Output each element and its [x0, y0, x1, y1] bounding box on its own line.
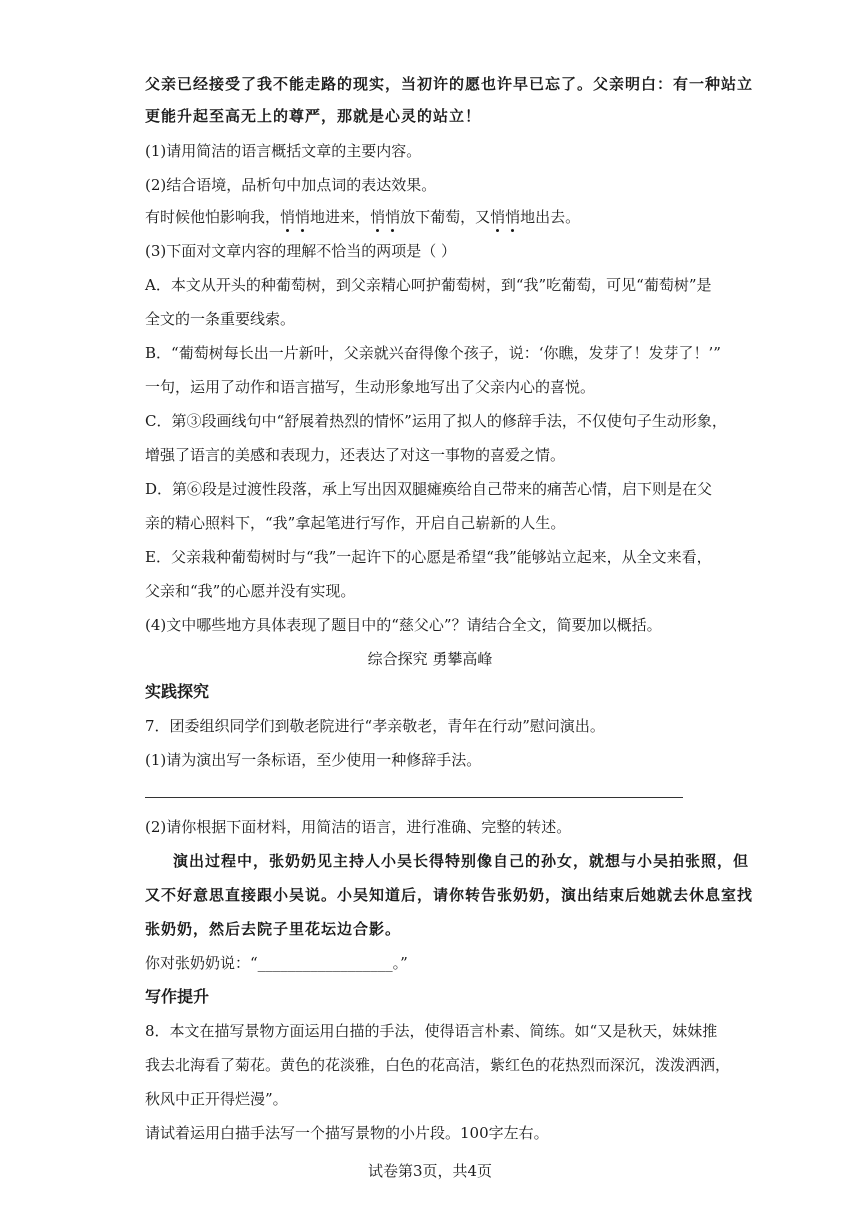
passage-line-1: 父亲已经接受了我不能走路的现实，当初许的愿也许早已忘了。父亲明白：有一种站立	[145, 75, 754, 93]
sentence-part: 地出去。	[520, 208, 581, 226]
option-d-line-1: D．第⑥段是过渡性段落，承上写出因双腿瘫痪给自己带来的痛苦心情，启下则是在父	[145, 480, 713, 498]
option-c-line-2: 增强了语言的美感和表现力，还表达了对这一事物的喜爱之情。	[145, 446, 566, 464]
section-title: 综合探究 勇攀高峰	[367, 650, 493, 668]
question-7-2: (2)请你根据下面材料，用简洁的语言，进行准确、完整的转述。	[145, 818, 572, 836]
dotted-word: 悄	[385, 208, 401, 226]
writing-heading: 写作提升	[145, 987, 210, 1006]
dotted-word: 悄	[295, 208, 311, 226]
option-a-line-1: A．本文从开头的种葡萄树，到父亲精心呵护葡萄树，到“我”吃葡萄，可见“葡萄树”是	[145, 276, 712, 294]
question-7-1: (1)请为演出写一条标语，至少使用一种修辞手法。	[145, 751, 482, 769]
sentence-part: 放下葡萄，又	[400, 208, 491, 226]
sentence-part: 地进来，	[310, 208, 371, 226]
question-8-line-2: 我去北海看了菊花。黄色的花淡雅，白色的花高洁，紫红色的花热烈而深沉，泼泼洒洒，	[145, 1056, 731, 1074]
question-6-2: (2)结合语境，品析句中加点词的表达效果。	[145, 176, 437, 194]
question-6-3: (3)下面对文章内容的理解不恰当的两项是（ ）	[145, 242, 457, 260]
dotted-sentence	[145, 206, 580, 228]
material-line-1: 演出过程中，张奶奶见主持人小吴长得特别像自己的孙女，就想与小吴拍张照，但	[173, 852, 750, 870]
material-line-3: 张奶奶，然后去院子里花坛边合影。	[145, 920, 402, 938]
option-a-line-2: 全文的一条重要线索。	[145, 310, 296, 328]
passage-line-2: 更能升起至高无上的尊严，那就是心灵的站立！	[145, 107, 482, 125]
dotted-word: 悄	[505, 208, 521, 226]
answer-prompt: 你对张奶奶说：“__________________。”	[145, 954, 408, 972]
option-c-line-1: C．第③段画线句中“舒展着热烈的情怀”运用了拟人的修辞手法，不仅使句子生动形象，	[145, 412, 727, 430]
option-d-line-2: 亲的精心照料下，“我”拿起笔进行写作，开启自己崭新的人生。	[145, 514, 566, 532]
question-6-4: (4)文中哪些地方具体表现了题目中的“慈父心”？请结合全文，简要加以概括。	[145, 616, 662, 634]
question-8-line-3: 秋风中正开得烂漫”。	[145, 1090, 288, 1108]
option-e-line-2: 父亲和“我”的心愿并没有实现。	[145, 582, 356, 600]
option-b-line-1: B．“葡萄树每长出一片新叶，父亲就兴奋得像个孩子，说：‘你瞧，发芽了！发芽了！’”	[145, 344, 721, 362]
question-8-line-4: 请试着运用白描手法写一个描写景物的小片段。100字左右。	[145, 1124, 549, 1142]
option-b-line-2: 一句，运用了动作和语言描写，生动形象地写出了父亲内心的喜悦。	[145, 378, 596, 396]
dotted-word: 悄	[370, 208, 386, 226]
dotted-word: 悄	[490, 208, 506, 226]
question-7: 7．团委组织同学们到敬老院进行“孝亲敬老，青年在行动”慰问演出。	[145, 717, 605, 735]
option-e-line-1: E．父亲栽种葡萄树时与“我”一起许下的心愿是希望“我”能够站立起来，从全文来看，	[145, 548, 712, 566]
practice-heading: 实践探究	[145, 682, 210, 701]
material-line-2: 又不好意思直接跟小吴说。小吴知道后，请你转告张奶奶，演出结束后她就去休息室找	[145, 886, 754, 904]
question-8-line-1: 8．本文在描写景物方面运用白描的手法，使得语言朴素、简练。如“又是秋天，妹妹推	[145, 1022, 718, 1040]
dotted-word: 悄	[280, 208, 296, 226]
question-6-1: (1)请用简洁的语言概括文章的主要内容。	[145, 142, 422, 160]
answer-blank-line[interactable]	[145, 797, 683, 798]
page-footer: 试卷第3页，共4页	[367, 1162, 493, 1180]
sentence-part: 有时候他怕影响我，	[145, 208, 281, 226]
